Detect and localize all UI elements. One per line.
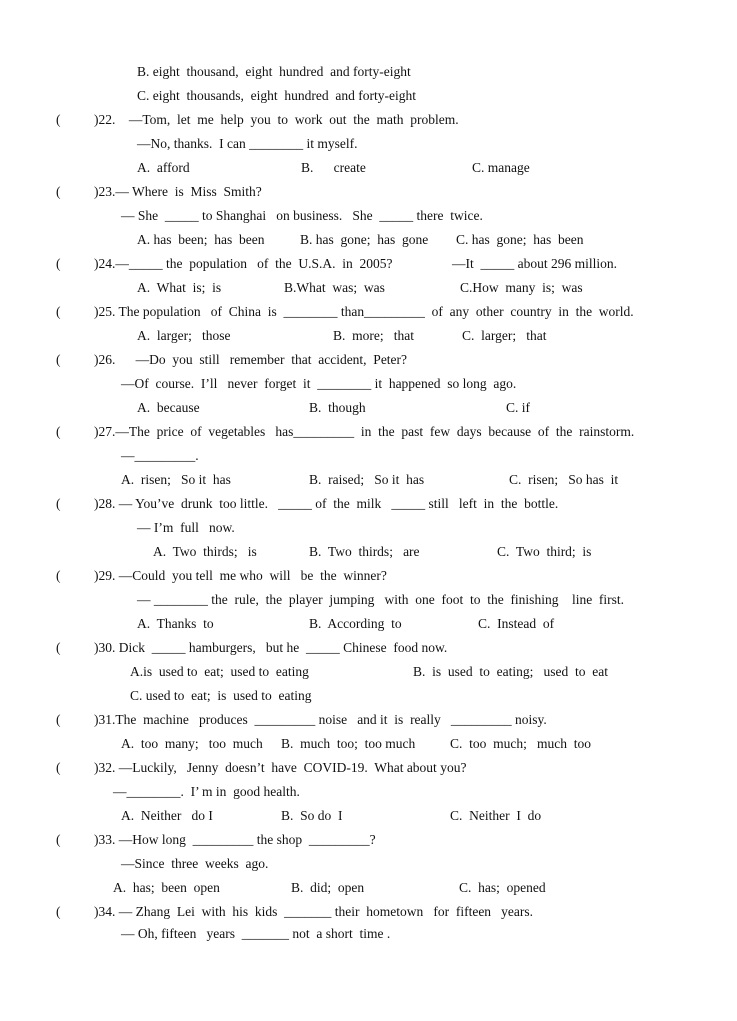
option-line: C. eight thousands, eight hundred and forty-eight xyxy=(137,88,416,103)
question-30-option-b: B. is used to eating; used to eat xyxy=(413,664,608,679)
question-30: )30. Dick _____ hamburgers, but he _____ Chinese food now. xyxy=(94,640,448,655)
question-27: )27.—The price of vegetables has_________ in the past few days because of the rainstorm. xyxy=(94,424,635,439)
question-23: )23.— Where is Miss Smith? xyxy=(94,184,262,199)
question-28-option-b: B. Two thirds; are xyxy=(309,544,420,559)
question-24-option-c: C.How many is; was xyxy=(460,280,583,295)
question-28-reply: — I’m full now. xyxy=(137,520,235,535)
question-27-option-a: A. risen; So it has xyxy=(121,472,231,487)
question-24: )24.—_____ the population of the U.S.A. in 2005? xyxy=(94,256,393,271)
question-29-option-b: B. According to xyxy=(309,616,402,631)
answer-paren: ( xyxy=(56,304,61,319)
question-29-option-a: A. Thanks to xyxy=(137,616,214,631)
question-23-option-c: C. has gone; has been xyxy=(456,232,584,247)
question-29-reply: — ________ the rule, the player jumping with one foot to the finishing line first. xyxy=(137,592,625,607)
answer-paren: ( xyxy=(56,256,61,271)
question-22-option-b: B. create xyxy=(301,160,366,175)
option-line: B. eight thousand, eight hundred and forty-eight xyxy=(137,64,411,79)
question-30-option-c: C. used to eat; is used to eating xyxy=(130,688,312,703)
question-31: )31.The machine produces _________ noise and it is really _________ noisy. xyxy=(94,712,547,727)
question-28-option-c: C. Two third; is xyxy=(497,544,592,559)
answer-paren: ( xyxy=(56,568,61,583)
question-24-reply: —It _____ about 296 million. xyxy=(452,256,617,271)
answer-paren: ( xyxy=(56,112,61,127)
question-32-reply: —________. I’ m in good health. xyxy=(113,784,300,799)
answer-paren: ( xyxy=(56,184,61,199)
question-25-option-c: C. larger; that xyxy=(462,328,547,343)
answer-paren: ( xyxy=(56,904,61,919)
question-28-option-a: A. Two thirds; is xyxy=(153,544,257,559)
question-24-option-a: A. What is; is xyxy=(137,280,222,295)
question-26-option-c: C. if xyxy=(506,400,531,415)
question-22-option-c: C. manage xyxy=(472,160,530,175)
question-23-option-b: B. has gone; has gone xyxy=(300,232,429,247)
question-33: )33. —How long _________ the shop _________? xyxy=(94,832,376,847)
question-34-reply: — Oh, fifteen years _______ not a short time . xyxy=(121,926,391,941)
question-32-option-b: B. So do I xyxy=(281,808,343,823)
question-26: )26. —Do you still remember that accident, Peter? xyxy=(94,352,408,367)
question-34: )34. — Zhang Lei with his kids _______ their hometown for fifteen years. xyxy=(94,904,534,919)
answer-paren: ( xyxy=(56,832,61,847)
question-28: )28. — You’ve drunk too little. _____ of the milk _____ still left in the bottle. xyxy=(94,496,559,511)
question-32-option-c: C. Neither I do xyxy=(450,808,542,823)
question-33-option-c: C. has; opened xyxy=(459,880,546,895)
question-27-reply: —_________. xyxy=(121,448,199,463)
question-25-option-b: B. more; that xyxy=(333,328,414,343)
question-29-option-c: C. Instead of xyxy=(478,616,555,631)
question-27-option-b: B. raised; So it has xyxy=(309,472,425,487)
question-22-option-a: A. afford xyxy=(137,160,190,175)
question-26-option-b: B. though xyxy=(309,400,366,415)
question-22-reply: —No, thanks. I can ________ it myself. xyxy=(137,136,358,151)
answer-paren: ( xyxy=(56,424,61,439)
question-33-option-a: A. has; been open xyxy=(113,880,220,895)
answer-paren: ( xyxy=(56,760,61,775)
question-30-option-a: A.is used to eat; used to eating xyxy=(130,664,309,679)
question-24-option-b: B.What was; was xyxy=(284,280,385,295)
answer-paren: ( xyxy=(56,352,61,367)
question-32-option-a: A. Neither do I xyxy=(121,808,213,823)
question-22: )22. —Tom, let me help you to work out the math problem. xyxy=(94,112,459,127)
question-26-option-a: A. because xyxy=(137,400,200,415)
question-31-option-b: B. much too; too much xyxy=(281,736,416,751)
question-31-option-c: C. too much; much too xyxy=(450,736,591,751)
question-33-option-b: B. did; open xyxy=(291,880,365,895)
question-32: )32. —Luckily, Jenny doesn’t have COVID-19. What about you? xyxy=(94,760,467,775)
question-33-reply: —Since three weeks ago. xyxy=(121,856,269,871)
question-26-reply: —Of course. I’ll never forget it ________ it happened so long ago. xyxy=(121,376,517,391)
question-25-option-a: A. larger; those xyxy=(137,328,231,343)
answer-paren: ( xyxy=(56,496,61,511)
answer-paren: ( xyxy=(56,640,61,655)
question-25: )25. The population of China is ________ than_________ of any other country in the world. xyxy=(94,304,634,319)
answer-paren: ( xyxy=(56,712,61,727)
question-23-line-2: — She _____ to Shanghai on business. She _____ there twice. xyxy=(121,208,483,223)
question-27-option-c: C. risen; So has it xyxy=(509,472,619,487)
question-23-option-a: A. has been; has been xyxy=(137,232,265,247)
question-31-option-a: A. too many; too much xyxy=(121,736,263,751)
question-29: )29. —Could you tell me who will be the winner? xyxy=(94,568,387,583)
